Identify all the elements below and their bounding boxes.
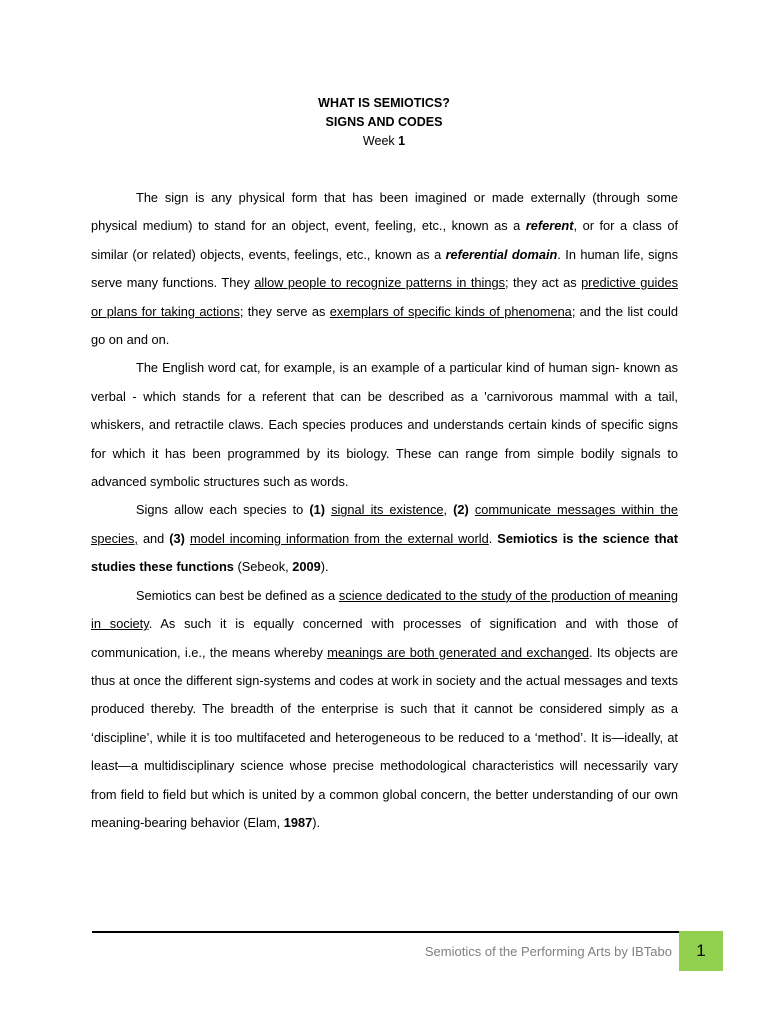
paragraph-3 <box>91 496 678 581</box>
underlined-phrase: meanings are both generated and exchanged <box>327 644 590 660</box>
page-number: 1 <box>696 941 706 960</box>
underlined-phrase: predictive guides or plans for taking actions <box>91 275 678 319</box>
underlined-phrase: allow people to recognize patterns in things <box>254 275 505 291</box>
term-referent: referent <box>525 218 574 234</box>
underlined-phrase: communicate messages within the species, <box>91 502 678 546</box>
p3-text: ). <box>320 559 329 575</box>
p3-text: Signs allow each species to <box>136 502 310 518</box>
p1-text: ; they serve as <box>239 303 330 319</box>
p3-text: . <box>488 530 498 546</box>
p3-text: (Sebeok, <box>233 559 293 575</box>
week-label: Week <box>362 134 399 148</box>
p1-text: ; and the list could go on and on. <box>91 303 679 348</box>
p1-text: The sign is any physical form that has been imagined or made externally (through some physical medium) to stand for an object, event, feeling, etc., known as a <box>91 190 678 234</box>
citation-year: 1987 <box>283 814 313 830</box>
week-number: 1 <box>398 134 406 148</box>
page-number-box <box>679 931 723 971</box>
underlined-phrase: signal its existence <box>331 502 444 518</box>
title-block <box>0 94 768 151</box>
underlined-phrase: model incoming information from the external world <box>189 530 489 546</box>
definition-bold: Semiotics is the science that studies these functions <box>91 530 678 575</box>
p4-text: . Its objects are thus at once the different sign-systems and codes at work in society and the actual messages and texts produced thereby. The breadth of the enterprise is such that it cannot be considered simply as a ‘discipline’, while it is too multifaceted and heterogeneous to be reduced to a ‘method’. It is—ideally, at least—a multidisciplinary science whose precise methodological characteristics will necessarily vary from field to field but which is united by a common global concern, the better understanding of our own meaning-bearing behavior (Elam, <box>91 644 678 830</box>
body-text <box>91 184 678 837</box>
title-line-2: SIGNS AND CODES <box>325 115 443 129</box>
p4-text: ). <box>312 814 321 830</box>
list-marker: (3) <box>169 530 185 546</box>
title-line-1: WHAT IS SEMIOTICS? <box>318 96 450 110</box>
term-referential-domain: referential domain <box>445 246 558 262</box>
paragraph-1 <box>91 184 678 354</box>
p1-text: , or for a class of similar (or related) objects, events, feelings, etc., known as a <box>91 218 679 262</box>
p3-text: , <box>443 502 454 518</box>
p4-text: Semiotics can best be defined as a <box>136 587 339 603</box>
underlined-phrase: science dedicated to the study of the production of meaning in society <box>91 587 678 632</box>
p4-text: . As such it is equally concerned with processes of signification and with those of communication, i.e., the means whereby <box>91 616 678 660</box>
p3-text: and <box>137 530 170 546</box>
underlined-phrase: exemplars of specific kinds of phenomena <box>329 303 572 319</box>
citation-year: 2009 <box>292 559 321 575</box>
paragraph-2: The English word cat, for example, is an example of a particular kind of human sign- known as verbal - which stands for a referent that can be described as a 'carnivorous mammal with a tail, whiskers, and retractile claws. Each species produces and understands certain kinds of specific signs for which it has been programmed by its biology. These can range from simple bodily signals to advanced symbolic structures such as words. <box>91 360 678 490</box>
footer-text: Semiotics of the Performing Arts by IBTabo <box>424 944 672 959</box>
list-marker: (2) <box>453 502 469 518</box>
p1-text: . In human life, signs serve many functions. They <box>91 246 678 291</box>
p1-text: ; they act as <box>505 275 582 291</box>
paragraph-4 <box>91 582 678 838</box>
list-marker: (1) <box>309 502 325 518</box>
footer-divider <box>92 931 679 933</box>
week-line <box>0 132 768 151</box>
